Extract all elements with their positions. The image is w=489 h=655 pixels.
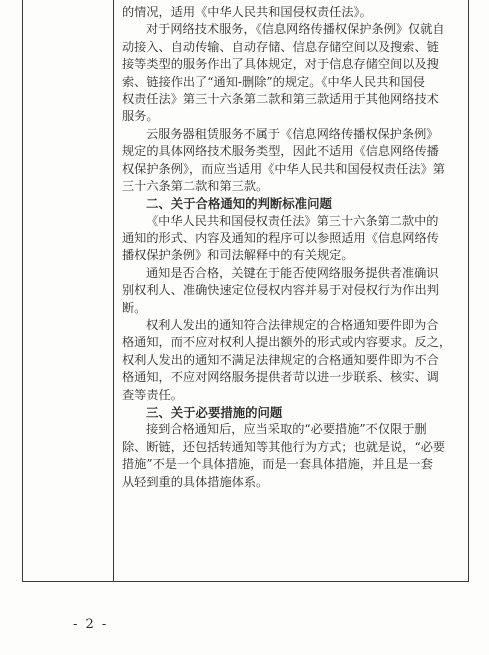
paragraph-line: 权利人发出的通知不满足法律规定的合格通知要件即为不合 (122, 352, 439, 367)
paragraph-line: 别权利人、准确快速定位侵权内容并易于对侵权行为作出判 (122, 283, 439, 298)
paragraph-line: 规定的具体网络技术服务类型，因此不适用《信息网络传播 (122, 144, 439, 159)
paragraph-line: 对于网络技术服务，《信息网络传播权保护条例》仅就自 (146, 22, 445, 37)
paragraph (122, 126, 456, 196)
paragraph-line: 除、断链，还包括转通知等其他行为方式；也就是说，“必要 (122, 439, 446, 454)
paragraph-line: 从轻到重的具体措施体系。 (122, 474, 269, 489)
paragraph (122, 317, 456, 404)
paragraph (122, 265, 456, 317)
heading-text: 二、关于合格通知的判断标准问题 (146, 196, 332, 212)
section-heading (122, 195, 456, 212)
paragraph-line: 权责任法》第三十六条第二款和第三款适用于其他网络技术 (122, 91, 439, 106)
paragraph-line: 权利人发出的通知符合法律规定的合格通知要件即为合 (146, 318, 439, 333)
paragraph-line: 动接入、自动传输、自动存储、信息存储空间以及搜索、链 (122, 39, 439, 54)
column-divider (113, 0, 114, 582)
paragraph (122, 213, 456, 265)
table-content-cell (122, 4, 456, 491)
page-number: - 2 - (73, 617, 109, 632)
paragraph-line: 索、链接作出了“通知-删除”的规定。《中华人民共和国侵 (122, 74, 425, 89)
paragraph-line: 断。 (122, 300, 147, 315)
paragraph-line: 措施”不是一个具体措施，而是一套具体措施，并且是一套 (122, 457, 433, 472)
heading-text: 三、关于必要措施的问题 (146, 404, 283, 420)
paragraph-line: 通知的形式、内容及通知的程序可以参照适用《信息网络传 (122, 231, 439, 246)
paragraph-line: 接等类型的服务作出了具体规定，对于信息存储空间以及搜 (122, 57, 439, 72)
paragraph-line: 《中华人民共和国侵权责任法》第三十六条第二款中的 (146, 213, 439, 228)
paragraph (122, 4, 456, 21)
paragraph-line: 的情况，适用《中华人民共和国侵权责任法》。 (122, 5, 372, 19)
paragraph-line: 播权保护条例》和司法解释中的有关规定。 (122, 248, 354, 263)
paragraph (122, 21, 456, 125)
paragraph-line: 格通知，而不应对权利人提出额外的形式或内容要求。反之， (122, 335, 452, 350)
paragraph-line: 通知是否合格，关键在于能否使网络服务提供者准确识 (146, 265, 439, 280)
paragraph-line: 权保护条例》，而应当适用《中华人民共和国侵权责任法》第 (122, 161, 445, 176)
section-heading (122, 404, 456, 421)
paragraph-line: 云服务器租赁服务不属于《信息网络传播权保护条例》 (146, 126, 439, 141)
paragraph-line: 服务。 (122, 109, 159, 124)
paragraph (122, 421, 456, 491)
paragraph-line: 三十六条第二款和第三款。 (122, 178, 269, 193)
paragraph-line: 接到合格通知后，应当采取的“必要措施”不仅限于删 (146, 422, 427, 437)
paragraph-line: 格通知，不应对网络服务提供者苛以进一步联系、核实、调 (122, 370, 439, 385)
paragraph-line: 查等责任。 (122, 387, 183, 402)
